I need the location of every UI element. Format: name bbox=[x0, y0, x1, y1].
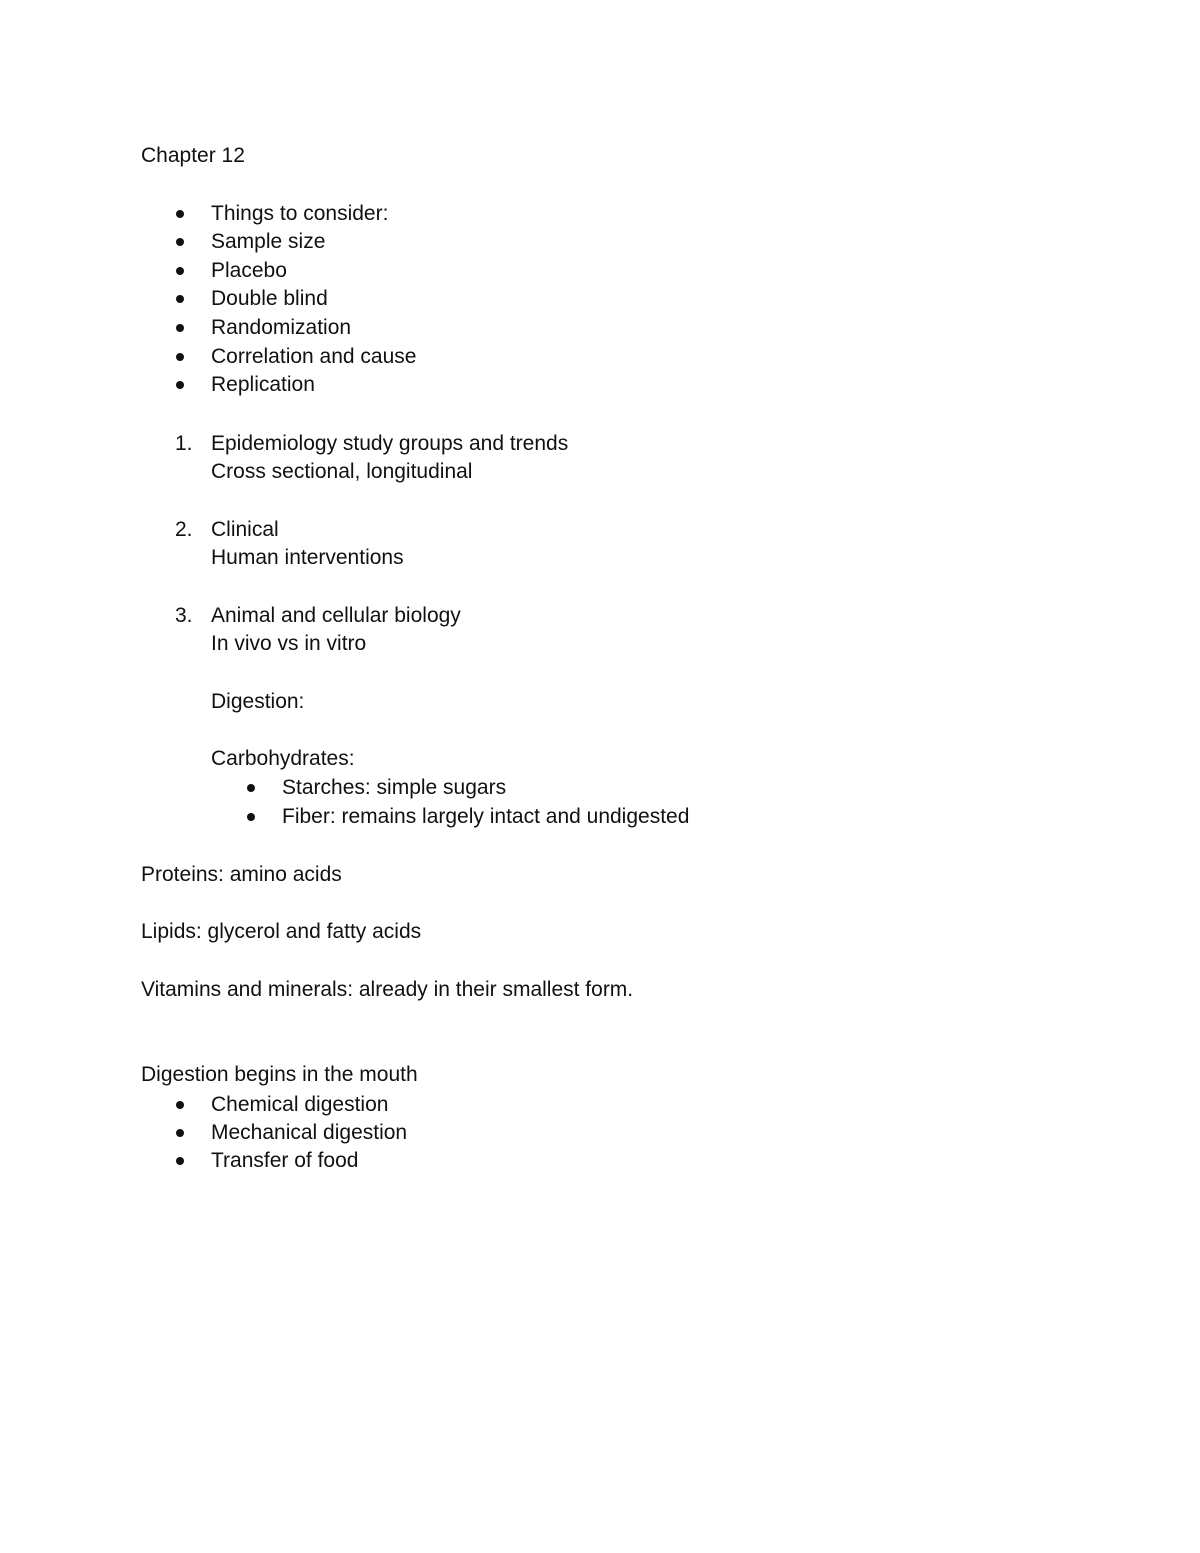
study-type-title: Epidemiology study groups and trends bbox=[211, 432, 569, 455]
lipids-line: Lipids: glycerol and fatty acids bbox=[141, 920, 422, 943]
list-item: Things to consider: bbox=[211, 202, 389, 225]
bullet-icon bbox=[176, 1129, 184, 1137]
carbohydrates-heading: Carbohydrates: bbox=[211, 747, 355, 770]
bullet-icon bbox=[176, 238, 184, 246]
bullet-icon bbox=[176, 381, 184, 389]
study-type-detail: Cross sectional, longitudinal bbox=[211, 460, 473, 483]
study-type-title: Animal and cellular biology bbox=[211, 604, 461, 627]
study-type-detail: Human interventions bbox=[211, 546, 404, 569]
study-type-detail: In vivo vs in vitro bbox=[211, 632, 367, 655]
digestion-heading: Digestion: bbox=[211, 690, 305, 713]
list-item: Double blind bbox=[211, 287, 328, 310]
list-item: Placebo bbox=[211, 259, 287, 282]
proteins-line: Proteins: amino acids bbox=[141, 863, 342, 886]
mouth-heading: Digestion begins in the mouth bbox=[141, 1063, 418, 1086]
chapter-title: Chapter 12 bbox=[141, 144, 245, 167]
list-item: Replication bbox=[211, 373, 315, 396]
bullet-icon bbox=[176, 324, 184, 332]
bullet-icon bbox=[176, 267, 184, 275]
list-item: Sample size bbox=[211, 230, 326, 253]
bullet-icon bbox=[176, 295, 184, 303]
list-item: Transfer of food bbox=[211, 1149, 359, 1172]
vitamins-line: Vitamins and minerals: already in their smallest form. bbox=[141, 978, 634, 1001]
bullet-icon bbox=[176, 1157, 184, 1165]
list-item: Starches: simple sugars bbox=[282, 776, 507, 799]
list-number: 1. bbox=[175, 432, 193, 455]
list-item: Randomization bbox=[211, 316, 352, 339]
bullet-icon bbox=[247, 813, 255, 821]
study-type-title: Clinical bbox=[211, 518, 279, 541]
bullet-icon bbox=[176, 210, 184, 218]
list-item: Fiber: remains largely intact and undigested bbox=[282, 805, 690, 828]
bullet-icon bbox=[176, 1101, 184, 1109]
bullet-icon bbox=[176, 353, 184, 361]
bullet-icon bbox=[247, 784, 255, 792]
list-item: Mechanical digestion bbox=[211, 1121, 408, 1144]
list-item: Chemical digestion bbox=[211, 1093, 389, 1116]
list-number: 3. bbox=[175, 604, 193, 627]
list-number: 2. bbox=[175, 518, 193, 541]
list-item: Correlation and cause bbox=[211, 345, 417, 368]
